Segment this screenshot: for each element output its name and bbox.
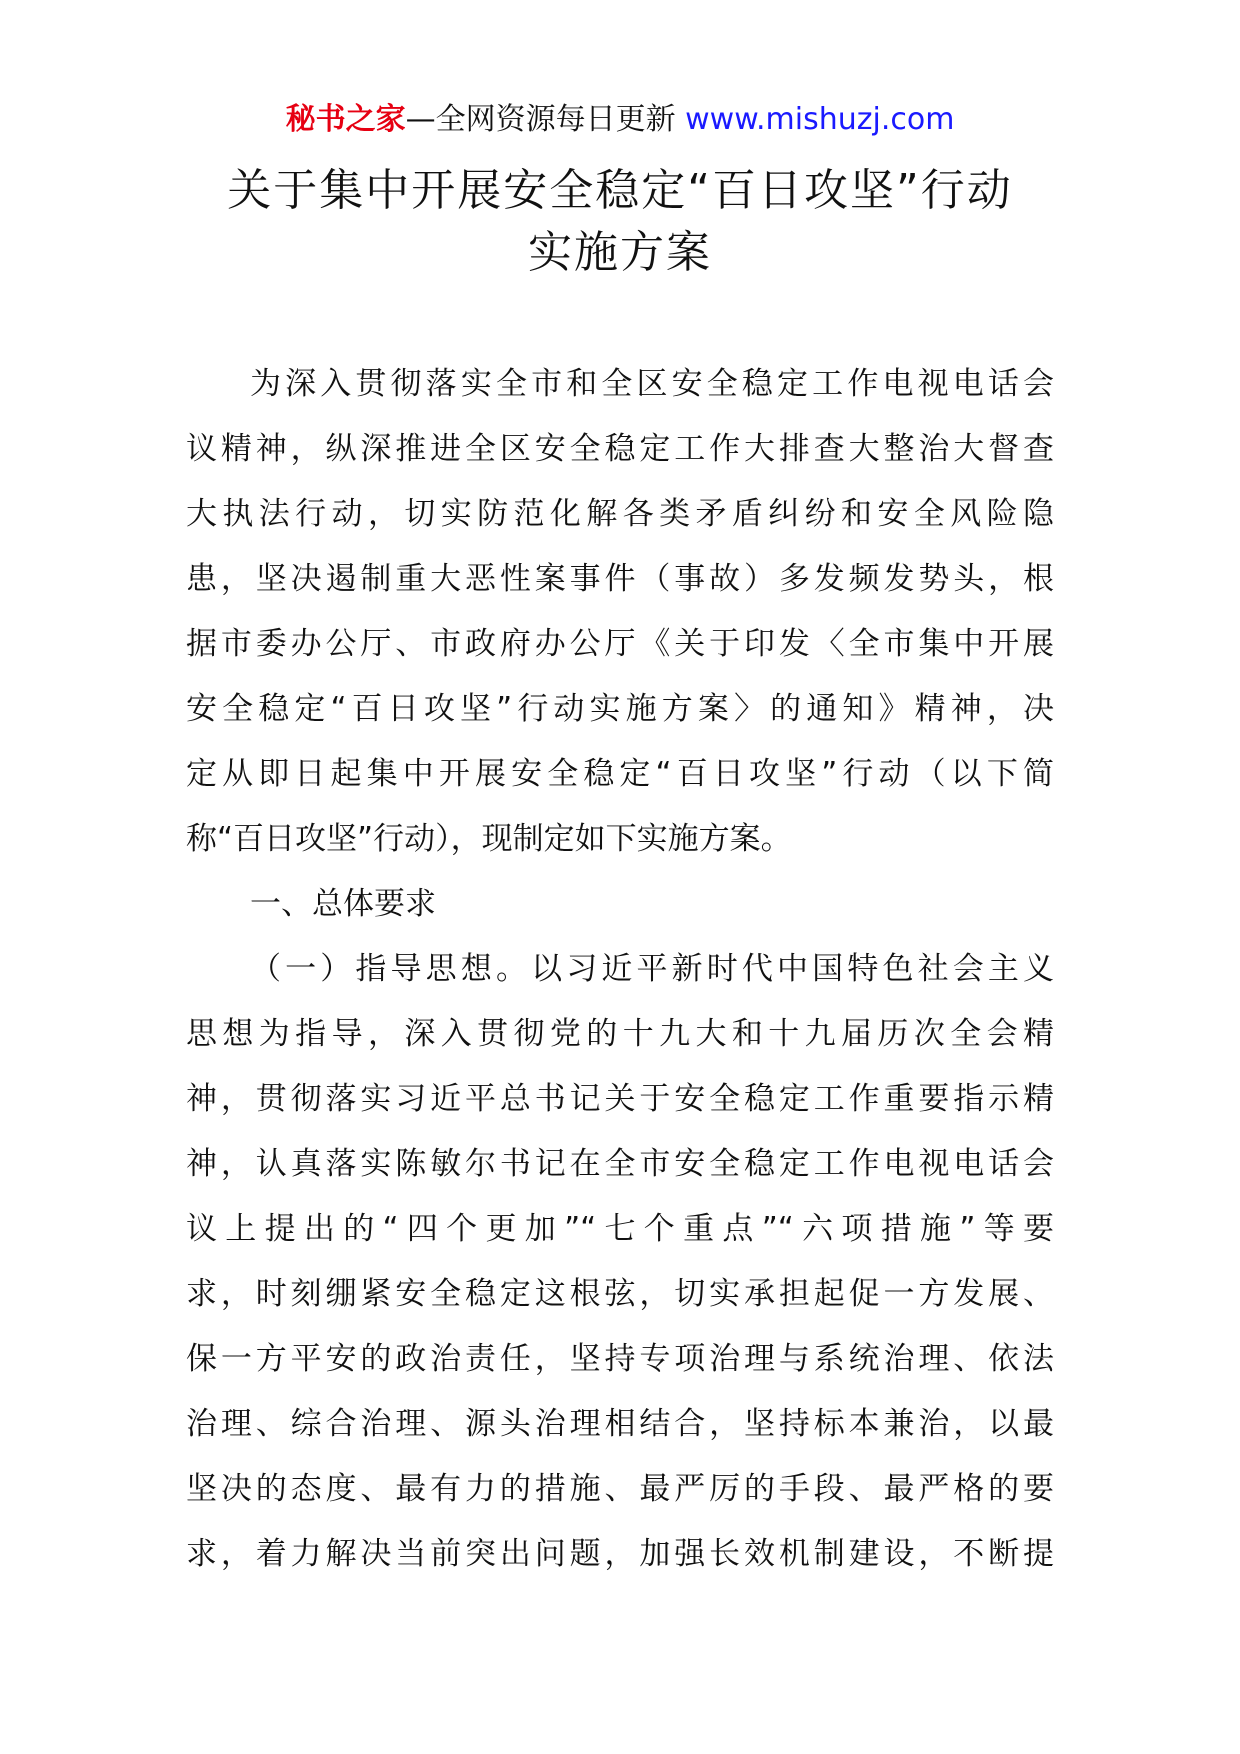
body-line: 保一方平安的政治责任，坚持专项治理与系统治理、依法 xyxy=(186,1341,1054,1377)
section-heading: 一、总体要求 xyxy=(250,886,436,922)
body-line: 据市委办公厅、市政府办公厅《关于印发〈全市集中开展 xyxy=(186,626,1054,662)
body-line: 神，贯彻落实习近平总书记关于安全稳定工作重要指示精 xyxy=(186,1081,1054,1117)
body-line: 定从即日起集中开展安全稳定“百日攻坚”行动（以下简 xyxy=(186,756,1054,792)
site-slogan: —全网资源每日更新 xyxy=(405,102,676,137)
body-line: 神，认真落实陈敏尔书记在全市安全稳定工作电视电话会 xyxy=(186,1146,1054,1182)
site-header xyxy=(0,100,1240,140)
site-brand: 秘书之家 xyxy=(285,102,406,137)
body-line: 患，坚决遏制重大恶性案事件（事故）多发频发势头，根 xyxy=(186,561,1054,597)
body-line: （一）指导思想。以习近平新时代中国特色社会主义 xyxy=(250,951,1054,987)
site-url-link[interactable]: www.mishuzj.com xyxy=(685,102,955,137)
document-title xyxy=(0,160,1240,284)
body-line: 求，时刻绷紧安全稳定这根弦，切实承担起促一方发展、 xyxy=(186,1276,1054,1312)
body-line: 为深入贯彻落实全市和全区安全稳定工作电视电话会 xyxy=(250,366,1054,402)
body-line: 议精神，纵深推进全区安全稳定工作大排查大整治大督查 xyxy=(186,431,1054,467)
body-line: 求，着力解决当前突出问题，加强长效机制建设，不断提 xyxy=(186,1536,1054,1572)
body-line: 治理、综合治理、源头治理相结合，坚持标本兼治，以最 xyxy=(186,1406,1054,1442)
document-title-line-1: 关于集中开展安全稳定“百日攻坚”行动 xyxy=(227,165,1013,216)
body-line: 称“百日攻坚”行动），现制定如下实施方案。 xyxy=(186,821,792,857)
document-title-line-2: 实施方案 xyxy=(528,227,712,278)
body-line: 思想为指导，深入贯彻党的十九大和十九届历次全会精 xyxy=(186,1016,1054,1052)
body-line: 安全稳定“百日攻坚”行动实施方案〉的通知》精神，决 xyxy=(186,691,1054,727)
body-line: 议上提出的“四个更加”“七个重点”“六项措施”等要 xyxy=(186,1211,1054,1247)
body-line: 坚决的态度、最有力的措施、最严厉的手段、最严格的要 xyxy=(186,1471,1054,1507)
document-body xyxy=(186,352,1054,1587)
body-line: 大执法行动，切实防范化解各类矛盾纠纷和安全风险隐 xyxy=(186,496,1054,532)
